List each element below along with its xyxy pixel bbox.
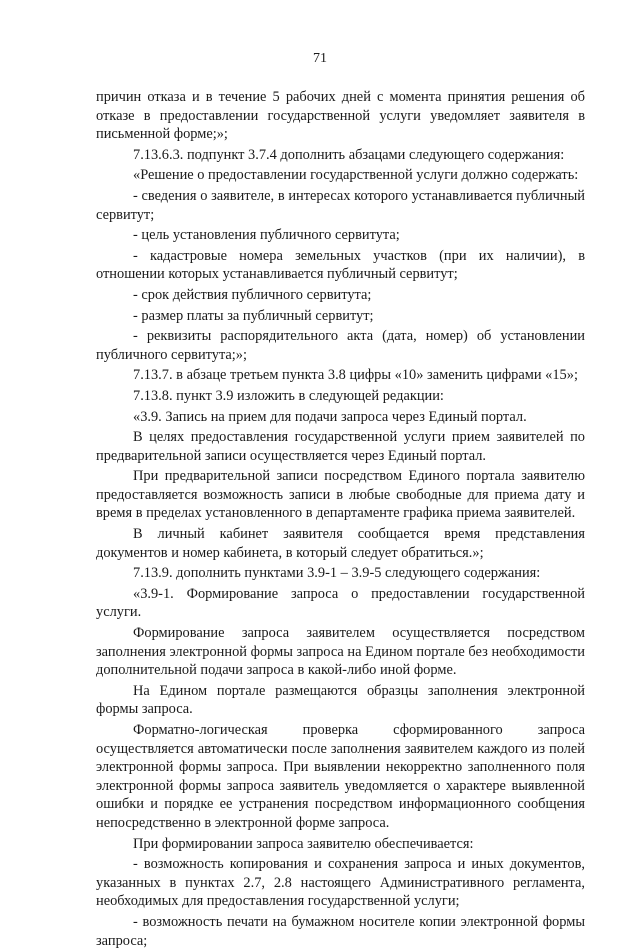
paragraph: - срок действия публичного сервитута; xyxy=(133,286,372,303)
paragraph: 7.13.9. дополнить пунктами 3.9-1 – 3.9-5 следующего содержания: xyxy=(133,565,541,582)
paragraph: - цель установления публичного сервитута; xyxy=(133,227,400,244)
paragraph: 7.13.6.3. подпункт 3.7.4 дополнить абзацами следующего содержания: xyxy=(133,146,565,163)
paragraph: Форматно-логическая проверка сформированного запроса осуществляется автоматически после заполнения заявителем каждого из полей электронной формы запроса. При выявлении некорректно заполненного поля электронной формы запроса заявитель уведомляется о характере выявленной ошибки и порядке ее устранения посредством информационного сообщения непосредственно в электронной форме запроса. xyxy=(96,722,585,831)
paragraph: - сведения о заявителе, в интересах которого устанавливается публичный сервитут; xyxy=(96,187,585,223)
paragraph: «3.9-1. Формирование запроса о предоставлении государственной услуги. xyxy=(96,585,585,621)
paragraph: 7.13.7. в абзаце третьем пункта 3.8 цифры «10» заменить цифрами «15»; xyxy=(133,367,578,384)
paragraph: В целях предоставления государственной услуги прием заявителей по предварительной записи осуществляется через Единый портал. xyxy=(96,429,585,464)
paragraph: - возможность печати на бумажном носителе копии электронной формы запроса; xyxy=(96,913,585,949)
paragraph: На Едином портале размещаются образцы заполнения электронной формы запроса. xyxy=(96,682,585,718)
document-body xyxy=(96,88,585,950)
paragraph: - возможность копирования и сохранения запроса и иных документов, указанных в пунктах 2.7, 2.8 настоящего Административного регламента, необходимых для предоставления государственной услуги; xyxy=(96,856,585,910)
paragraph: «Решение о предоставлении государственной услуги должно содержать: xyxy=(133,167,579,184)
paragraph: 7.13.8. пункт 3.9 изложить в следующей редакции: xyxy=(133,387,444,404)
paragraph: причин отказа и в течение 5 рабочих дней с момента принятия решения об отказе в предоставлении государственной услуги уведомляет заявителя в письменной форме;»; xyxy=(96,89,585,143)
paragraph: - реквизиты распорядительного акта (дата, номер) об установлении публичного сервитута;»; xyxy=(96,328,585,363)
paragraph: - размер платы за публичный сервитут; xyxy=(133,307,374,324)
paragraph: В личный кабинет заявителя сообщается время представления документов и номер кабинета, в который следует обратиться.»; xyxy=(96,526,585,561)
paragraph: При формировании запроса заявителю обеспечивается: xyxy=(133,835,474,852)
paragraph: При предварительной записи посредством Единого портала заявителю предоставляется возможность записи в любые свободные для приема дату и время в пределах установленного в департаменте графика приема заявителей. xyxy=(96,468,585,522)
paragraph: «3.9. Запись на прием для подачи запроса через Единый портал. xyxy=(133,408,527,425)
paragraph: - кадастровые номера земельных участков (при их наличии), в отношении которых устанавливается публичный сервитут; xyxy=(96,247,585,283)
paragraph: Формирование запроса заявителем осуществляется посредством заполнения электронной формы запроса на Едином портале без необходимости дополнительной подачи запроса в какой-либо иной форме. xyxy=(96,625,585,679)
page-number: 71 xyxy=(313,51,327,66)
